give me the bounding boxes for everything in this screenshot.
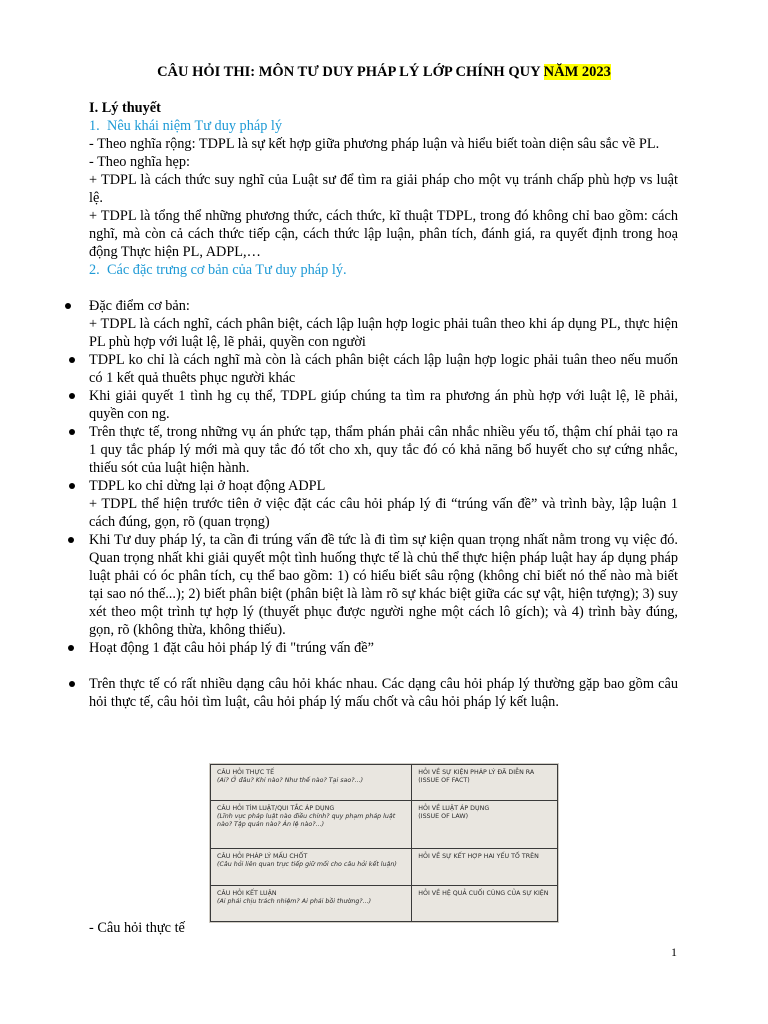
cell-note: (ISSUE OF FACT) xyxy=(418,777,470,784)
sub-bullet-text: Khi Tư duy pháp lý, ta cần đi trúng vấn đề tức là đi tìm sự kiện quan trọng nhất nằm trong vụ việc đó. Quan trọng nhất khi giải quyết một tình huống thực tế là chủ thể thực hiện pháp luật hay áp dụng pháp luật phải có óc phân tích, cụ thể bao gồm: 1) có hiểu biết sâu rộng (không chỉ biết nó thế nào mà biết tại sao nó thế...); 2) biết phân biệt (phân biệt là làm rõ sự khác biệt giữa các sự vật, hiện tượng); 3) suy xét theo một trình tự hợp lý (thuyết phục được người nghe một cách lô gích); và 4) trình bày đúng, gọn, rõ (không thừa, không thiếu). xyxy=(89,532,678,638)
sub-bullet xyxy=(89,675,678,711)
sub-bullet-text: TDPL ko chỉ là cách nghĩ mà còn là cách phân biệt cách lập luận hợp logic phải tuân theo nếu muốn có 1 kết quả thuêts phục người khác xyxy=(89,352,678,386)
sub-bullet-text: TDPL ko chỉ dừng lại ở hoạt động ADPL xyxy=(89,478,326,494)
cell-title: CÂU HỎI PHÁP LÝ MẤU CHỐT xyxy=(217,853,308,861)
q1-line: + TDPL là tổng thể những phương thức, cách thức, kĩ thuật TDPL, trong đó không chỉ bao gồm: cách nghĩ, mà còn cả cách thức tiếp cận, cách thức lập luận, phân tích, đánh giá, ra quyết định trong hoạ động Thực hiện PL, ADPL,… xyxy=(89,208,678,260)
title-prefix: CÂU HỎI THI: MÔN TƯ DUY PHÁP LÝ LỚP CHÍNH QUY xyxy=(157,64,544,80)
cell-note: (Ai? Ở đâu? Khi nào? Như thế nào? Tại sao?...) xyxy=(217,777,364,784)
page-number: 1 xyxy=(671,945,677,959)
title-highlight: NĂM 2023 xyxy=(543,64,611,80)
table-row xyxy=(211,765,558,801)
table-cell xyxy=(412,885,558,921)
table-cell xyxy=(211,765,412,801)
table-cell xyxy=(412,801,558,849)
bullet-basic-features xyxy=(89,297,678,315)
page-title xyxy=(0,64,768,81)
table-row xyxy=(211,849,558,885)
document-body xyxy=(89,99,678,711)
sub-bullet xyxy=(89,387,678,423)
q1-line: + TDPL là cách thức suy nghĩ của Luật sư để tìm ra giải pháp cho một vụ tránh chấp phù hợp vs luật lệ. xyxy=(89,172,678,206)
cell-title: CÂU HỎI TÌM LUẬT/QUI TẮC ÁP DỤNG xyxy=(217,805,335,813)
cell-title: HỎI VỀ HỆ QUẢ CUỐI CÙNG CỦA SỰ KIỆN xyxy=(418,889,549,897)
sub-bullet xyxy=(89,423,678,477)
plus-point-1: + TDPL là cách nghĩ, cách phân biệt, cách lập luận hợp logic phải tuân theo khi áp dụng PL, thực hiện PL phù hợp với luật lệ, lẽ phải, quyền con người xyxy=(89,316,678,350)
cell-title: HỎI VỀ LUẬT ÁP DỤNG xyxy=(418,805,490,813)
bullet-icon xyxy=(65,303,71,309)
table-cell xyxy=(211,801,412,849)
question-types-figure xyxy=(209,763,559,923)
bullet-icon xyxy=(68,537,74,543)
bullet-text: Đặc điểm cơ bản: xyxy=(89,298,190,314)
question-2-number: 2. xyxy=(89,262,100,278)
table-cell xyxy=(211,885,412,921)
table-cell xyxy=(211,849,412,885)
question-1-text: Nêu khái niệm Tư duy pháp lý xyxy=(107,118,283,134)
table-row xyxy=(211,801,558,849)
cell-note: (Lĩnh vực pháp luật nào điều chỉnh? quy phạm pháp luật nào? Tập quán nào? Án lệ nào?...) xyxy=(217,813,396,829)
table-cell xyxy=(412,849,558,885)
table-cell xyxy=(412,765,558,801)
sub-bullet-text: Trên thực tế có rất nhiều dạng câu hỏi khác nhau. Các dạng câu hỏi pháp lý thường gặp bao gồm câu hỏi thực tế, câu hỏi tìm luật, câu hỏi pháp lý mấu chốt và câu hỏi pháp lý kết luận. xyxy=(89,676,678,710)
bullet-icon xyxy=(68,645,74,651)
question-1-number: 1. xyxy=(89,118,100,134)
q1-line: - Theo nghĩa rộng: TDPL là sự kết hợp giữa phương pháp luận và hiểu biết toàn diện sâu sắc về PL. xyxy=(89,136,660,152)
plus-point-2: + TDPL thể hiện trước tiên ở việc đặt các câu hỏi pháp lý đi “trúng vấn đề” và trình bày, lập luận 1 cách đúng, gọn, rõ (quan trọng) xyxy=(89,496,678,530)
cell-title: HỎI VỀ SỰ KIỆN PHÁP LÝ ĐÃ DIỄN RA xyxy=(418,769,535,776)
sub-bullet xyxy=(89,639,678,657)
cell-title: CÂU HỎI THỰC TẾ xyxy=(217,769,275,776)
sub-bullet-text: Trên thực tế, trong những vụ án phức tạp, thẩm phán phải cân nhắc nhiều yếu tố, thậm chí phải tạo ra 1 quy tắc pháp lý mới mà quy tắc đó tốt cho xh, quy tắc đó có khả năng bổ huyết cho sự cứng nhắc, thiếu sót của luật hiện hành. xyxy=(89,424,678,476)
cell-title: HỎI VỀ SỰ KẾT HỢP HAI YẾU TỐ TRÊN xyxy=(418,853,539,861)
sub-bullet-text: Khi giải quyết 1 tình hg cụ thể, TDPL giúp chúng ta tìm ra phương án phù hợp với luật lệ, lẽ phải, quyền con ng. xyxy=(89,388,678,422)
sub-bullet xyxy=(89,351,678,387)
sub-bullet-text: Hoạt động 1 đặt câu hỏi pháp lý đi "trúng vấn đề” xyxy=(89,640,374,656)
table-row xyxy=(211,885,558,921)
cell-note: (Câu hỏi liên quan trực tiếp giữ mối cho câu hỏi kết luận) xyxy=(217,861,397,869)
question-2-heading xyxy=(89,261,678,279)
bullet-icon xyxy=(69,429,75,435)
question-2-text: Các đặc trưng cơ bản của Tư duy pháp lý. xyxy=(107,262,347,278)
bullet-icon xyxy=(69,357,75,363)
sub-bullet xyxy=(89,531,678,639)
section-heading: I. Lý thuyết xyxy=(89,100,161,116)
spacer xyxy=(89,279,678,297)
cell-note: (ISSUE OF LAW) xyxy=(418,813,469,821)
question-types-table xyxy=(210,764,558,922)
question-1-heading xyxy=(89,117,678,135)
bullet-icon xyxy=(69,483,75,489)
bullet-icon xyxy=(69,681,75,687)
cell-note: (Ai phải chịu trách nhiệm? Ai phải bồi thường?...) xyxy=(217,897,372,905)
spacer xyxy=(89,657,678,675)
q1-line: - Theo nghĩa hẹp: xyxy=(89,154,190,170)
sub-bullet xyxy=(89,477,678,495)
cell-title: CÂU HỎI KẾT LUẬN xyxy=(217,889,277,897)
after-figure-text: - Câu hỏi thực tế xyxy=(89,920,185,936)
bullet-icon xyxy=(69,393,75,399)
